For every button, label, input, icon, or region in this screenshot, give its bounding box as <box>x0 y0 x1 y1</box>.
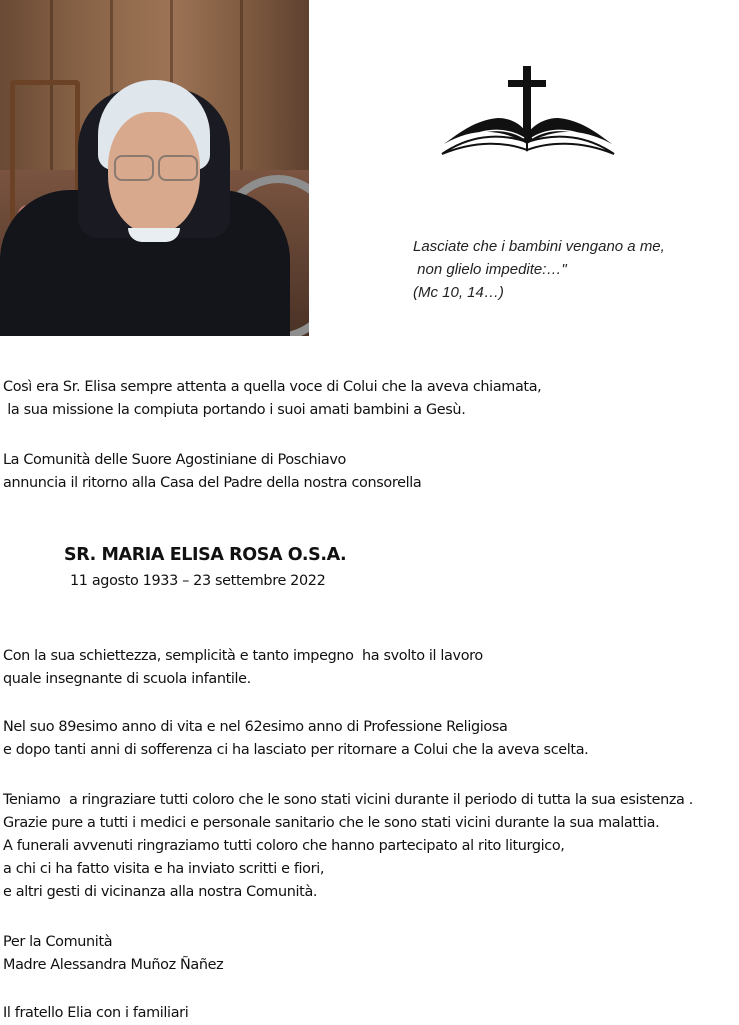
text-line: Grazie pure a tutti i medici e personale sanitario che le sono stati vicini durante la sua malattia. <box>3 815 660 831</box>
family-line: Il fratello Elia con i familiari <box>3 1005 189 1021</box>
deceased-name: SR. MARIA ELISA ROSA O.S.A. <box>64 545 347 565</box>
life-dates: 11 agosto 1933 – 23 settembre 2022 <box>70 573 326 589</box>
text-line: e altri gesti di vicinanza alla nostra Comunità. <box>3 884 318 900</box>
intro-paragraph <box>3 376 739 422</box>
text-line: a chi ci ha fatto visita e ha inviato scritti e fiori, <box>3 861 325 877</box>
quote-line: Lasciate che i bambini vengano a me, <box>413 238 665 255</box>
thanks-paragraph <box>3 789 739 904</box>
announcement-paragraph <box>3 449 739 495</box>
portrait-photo <box>0 0 309 336</box>
text-line: Con la sua schiettezza, semplicità e tanto impegno ha svolto il lavoro <box>3 648 483 664</box>
text-line: A funerali avvenuti ringraziamo tutti coloro che hanno partecipato al rito liturgico, <box>3 838 565 854</box>
scripture-quote <box>413 235 733 304</box>
text-line: e dopo tanti anni di sofferenza ci ha lasciato per ritornare a Colui che la aveva scelta. <box>3 742 589 758</box>
text-line: Per la Comunità <box>3 934 113 950</box>
text-line: annuncia il ritorno alla Casa del Padre della nostra consorella <box>3 475 422 491</box>
text-line: Nel suo 89esimo anno di vita e nel 62esimo anno di Professione Religiosa <box>3 719 508 735</box>
quote-reference: (Mc 10, 14…) <box>413 284 504 301</box>
life-paragraph <box>3 716 739 762</box>
signature-block <box>3 931 739 977</box>
work-paragraph <box>3 645 739 691</box>
text-line: Così era Sr. Elisa sempre attenta a quella voce di Colui che la aveva chiamata, <box>3 379 542 395</box>
cross-book-icon <box>438 62 618 162</box>
text-line: quale insegnante di scuola infantile. <box>3 671 251 687</box>
text-line: la sua missione la compiuta portando i suoi amati bambini a Gesù. <box>3 402 466 418</box>
text-line: Teniamo a ringraziare tutti coloro che le sono stati vicini durante il periodo di tutta la sua esistenza . <box>3 792 693 808</box>
signatory-name: Madre Alessandra Muñoz Ñañez <box>3 957 224 973</box>
text-line: La Comunità delle Suore Agostiniane di Poschiavo <box>3 452 347 468</box>
quote-line: non glielo impedite:…" <box>413 261 567 278</box>
